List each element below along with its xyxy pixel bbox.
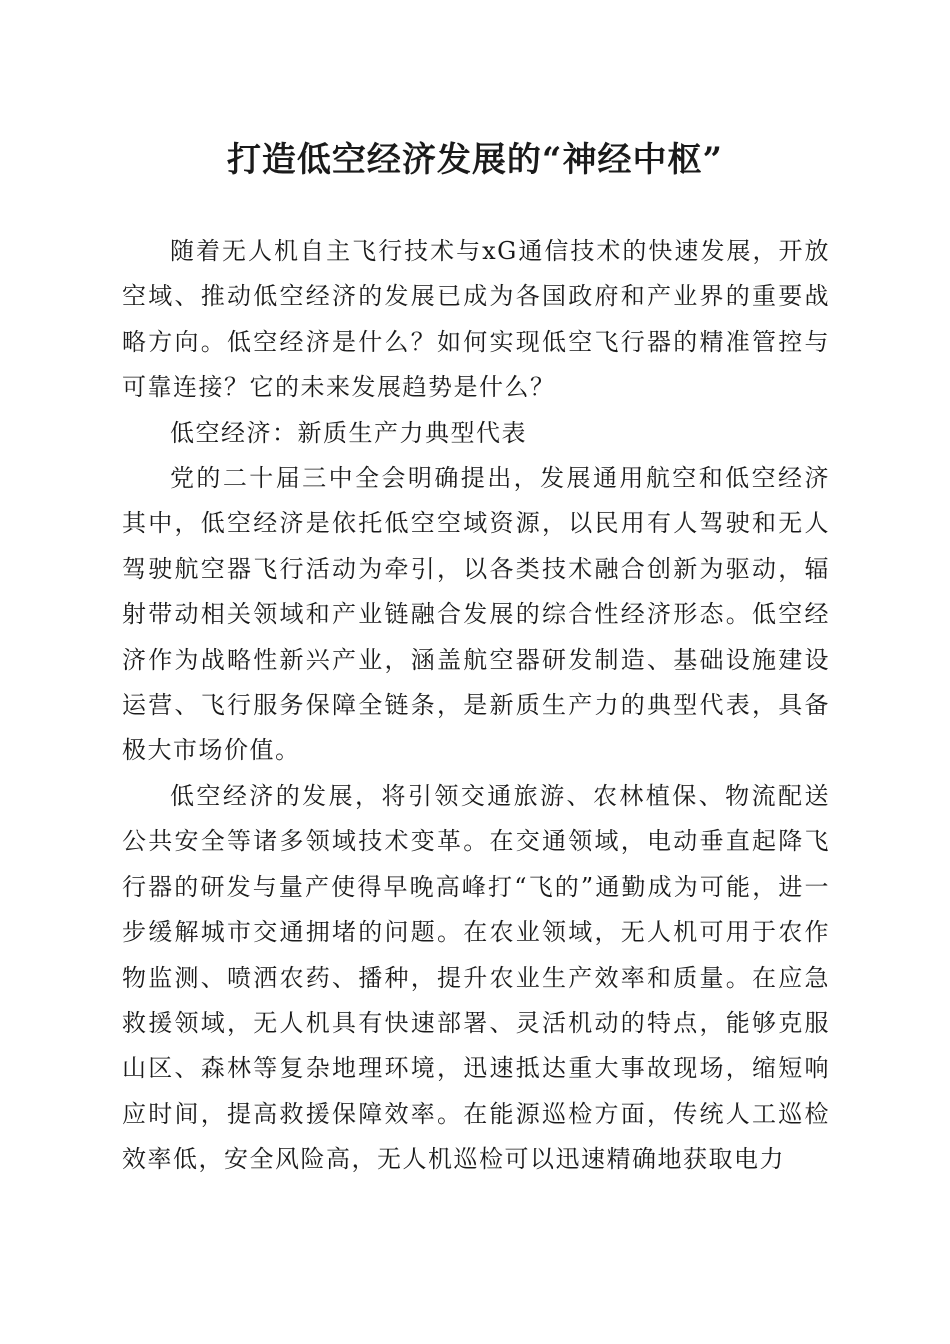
document-body bbox=[122, 229, 830, 1183]
paragraph-applications: 低空经济的发展，将引领交通旅游、农林植保、物流配送公共安全等诸多领域技术变革。在交通领域，电动垂直起降飞行器的研发与量产使得早晚高峰打“飞的”通勤成为可能，进一步缓解城市交通拥堵的问题。在农业领域，无人机可用于农作物监测、喷洒农药、播种，提升农业生产效率和质量。在应急救援领域，无人机具有快速部署、灵活机动的特点，能够克服山区、森林等复杂地理环境，迅速抵达重大事故现场，缩短响应时间，提高救援保障效率。在能源巡检方面，传统人工巡检效率低，安全风险高，无人机巡检可以迅速精确地获取电力 bbox=[122, 781, 830, 1174]
paragraph-definition: 党的二十届三中全会明确提出，发展通用航空和低空经济其中，低空经济是依托低空空域资源，以民用有人驾驶和无人驾驶航空器飞行活动为牵引，以各类技术融合创新为驱动，辐射带动相关领域和产业链融合发展的综合性经济形态。低空经济作为战略性新兴产业，涵盖航空器研发制造、基础设施建设运营、飞行服务保障全链条，是新质生产力的典型代表，具备极大市场价值。 bbox=[122, 464, 830, 765]
paragraph-intro: 随着无人机自主飞行技术与xG通信技术的快速发展，开放空域、推动低空经济的发展已成为各国政府和产业界的重要战略方向。低空经济是什么？如何实现低空飞行器的精准管控与可靠连接？它的未来发展趋势是什么？ bbox=[122, 237, 830, 402]
section-heading: 低空经济：新质生产力典型代表 bbox=[170, 418, 527, 447]
document-title: 打造低空经济发展的“神经中枢” bbox=[226, 140, 724, 180]
